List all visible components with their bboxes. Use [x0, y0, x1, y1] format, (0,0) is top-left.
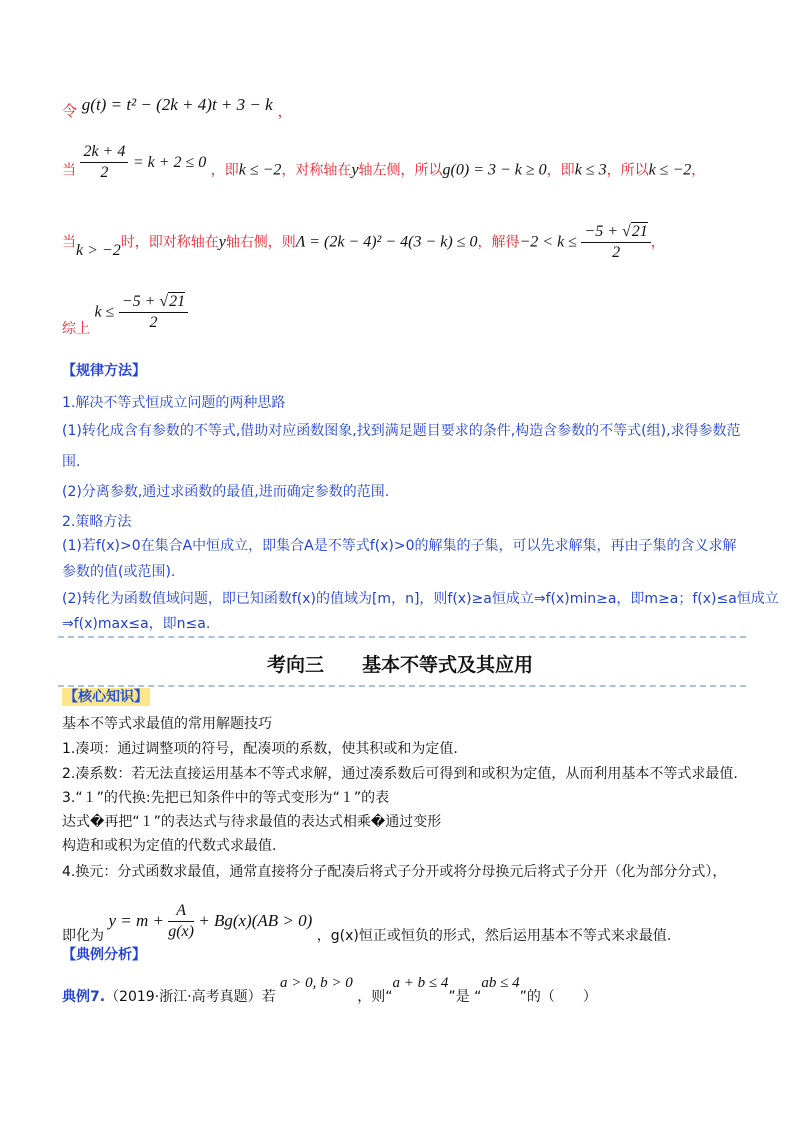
core-item-3: 3.“１”的代换:先把已知条件中的等式变形为“１”的表 — [62, 790, 390, 806]
formula-condition: a > 0, b > 0 — [280, 975, 353, 991]
text: 轴左侧，所以 — [358, 162, 443, 179]
frac-num-a: −5 + — [584, 223, 622, 240]
example-source: （2019·浙江·高考真题）若 — [105, 989, 276, 1005]
text: ，g(x)恒正或恒负的形式，然后运用基本不等式来求最值. — [316, 927, 672, 944]
formula: g(0) = 3 − k ≥ 0 — [442, 161, 547, 179]
method-heading-1: 1.解决不等式恒成立问题的两种思路 — [62, 395, 286, 411]
example-7 — [62, 972, 597, 1005]
text: ， — [650, 234, 665, 251]
text: ，即 — [210, 162, 239, 179]
frac-den: 2 — [100, 164, 109, 181]
formula: k ≤ −2 — [648, 161, 692, 179]
formula: y — [351, 161, 359, 179]
line-4 — [62, 292, 188, 337]
core-item-3-cont2: 构造和或积为定值的代数式求最值. — [62, 838, 277, 854]
punct: ， — [277, 102, 293, 120]
core-tag-label: 【核心知识】 — [64, 689, 148, 705]
core-item-2: 2.凑系数：若无法直接运用基本不等式求解，通过凑系数后可得到和或积为定值，从而利用基本不等式求最值. — [62, 766, 738, 782]
text: ，则“ — [357, 989, 393, 1005]
fraction-2k4-over-2 — [80, 142, 128, 183]
formula-k-plus-2: = k + 2 ≤ 0 — [132, 153, 207, 171]
fraction-root21 — [581, 222, 650, 263]
frac-num: −5 + √21 — [581, 222, 650, 243]
text: ， — [691, 162, 706, 179]
text: ，对称轴在 — [281, 162, 352, 179]
core-item-1: 1.凑项：通过调整项的符号，配凑项的系数，使其积或和为定值. — [62, 741, 458, 757]
line-1 — [62, 95, 293, 121]
fraction-root21 — [119, 292, 188, 333]
radicand: 21 — [631, 223, 648, 240]
text-jihuawei: 即化为 — [62, 927, 104, 944]
text: ，即 — [546, 162, 575, 179]
frac-num: −5 + √21 — [119, 292, 188, 313]
text-dang: 当 — [62, 162, 76, 179]
method-p1: (1)转化成含有参数的不等式,借助对应函数图象,找到满足题目要求的条件,构造含参数的不等式(组),求得参数范 — [62, 423, 741, 439]
text: ，所以 — [606, 162, 649, 179]
frac-den: g(x) — [168, 923, 194, 940]
text: ”是 “ — [448, 989, 482, 1005]
text-zongshang: 综上 — [62, 320, 90, 337]
core-item-3-cont: 达式�再把“１”的表达式与待求最值的表达式相乘�通过变形 — [62, 814, 442, 830]
method-p4-cont: ⇒f(x)max≤a，即n≤a. — [62, 616, 211, 632]
method-p4: (2)转化为函数值域问题，即已知函数f(x)的值域为[m，n]，则f(x)≥a恒成立⇒f(x)min≥a，即m≥a；f(x)≤a恒成立 — [62, 591, 779, 607]
formula-discriminant: Λ = (2k − 4)² − 4(3 − k) ≤ 0 — [295, 233, 478, 251]
example-tag: 【典例分析】 — [62, 947, 146, 963]
formula: + Bg(x)(AB > 0) — [193, 910, 313, 930]
line-2 — [62, 143, 706, 191]
line-3 — [62, 222, 665, 263]
frac-den: 2 — [149, 314, 158, 331]
core-item-4-formula-line — [62, 893, 672, 944]
text: ，解得 — [477, 234, 520, 251]
core-item-4: 4.换元：分式函数求最值，通常直接将分子配凑后将式子分开或将分母换元后将式子分开（化为部分分式）， — [62, 864, 727, 880]
formula: y — [218, 233, 226, 251]
text: 轴右侧，则 — [225, 234, 296, 251]
fraction-a-over-gx — [168, 901, 194, 942]
frac-den: 2 — [612, 244, 621, 261]
text-dang: 当 — [62, 234, 76, 251]
formula: k ≤ — [94, 303, 115, 321]
core-tag — [62, 686, 150, 706]
method-p1-cont: 围. — [62, 454, 81, 470]
method-p3-cont: 参数的值(或范围). — [62, 564, 176, 580]
frac-num: 2k + 4 — [80, 142, 128, 163]
formula: k ≤ −2 — [238, 161, 282, 179]
divider-top — [58, 636, 746, 638]
method-heading-2: 2.策略方法 — [62, 514, 132, 530]
example-label: 典例7. — [62, 989, 106, 1005]
formula: k > −2 — [76, 241, 121, 259]
method-title: 【规律方法】 — [62, 363, 146, 379]
formula-a: a + b ≤ 4 — [392, 975, 449, 991]
frac-num-a: −5 + — [121, 293, 160, 310]
text-ling: 令 — [62, 102, 78, 120]
formula: y = m + — [108, 910, 169, 930]
method-p2: (2)分离参数,通过求函数的最值,进而确定参数的范围. — [62, 484, 390, 500]
formula: −2 < k ≤ — [519, 233, 577, 251]
core-intro: 基本不等式求最值的常用解题技巧 — [62, 716, 272, 732]
frac-num: A — [168, 901, 194, 922]
divider-bottom — [58, 685, 746, 687]
radicand: 21 — [169, 293, 186, 310]
method-p3: (1)若f(x)>0在集合A中恒成立，即集合A是不等式f(x)>0的解集的子集，可以先求解集，再由子集的含义求解 — [62, 538, 737, 554]
formula: k ≤ 3 — [574, 161, 607, 179]
formula-b: ab ≤ 4 — [481, 975, 520, 991]
formula-g-t: g(t) = t² − (2k + 4)t + 3 − k — [81, 95, 273, 114]
section-title: 考向三 基本不等式及其应用 — [266, 654, 533, 676]
text: ”的（ ） — [519, 989, 597, 1005]
text: 时，即对称轴在 — [120, 234, 219, 251]
